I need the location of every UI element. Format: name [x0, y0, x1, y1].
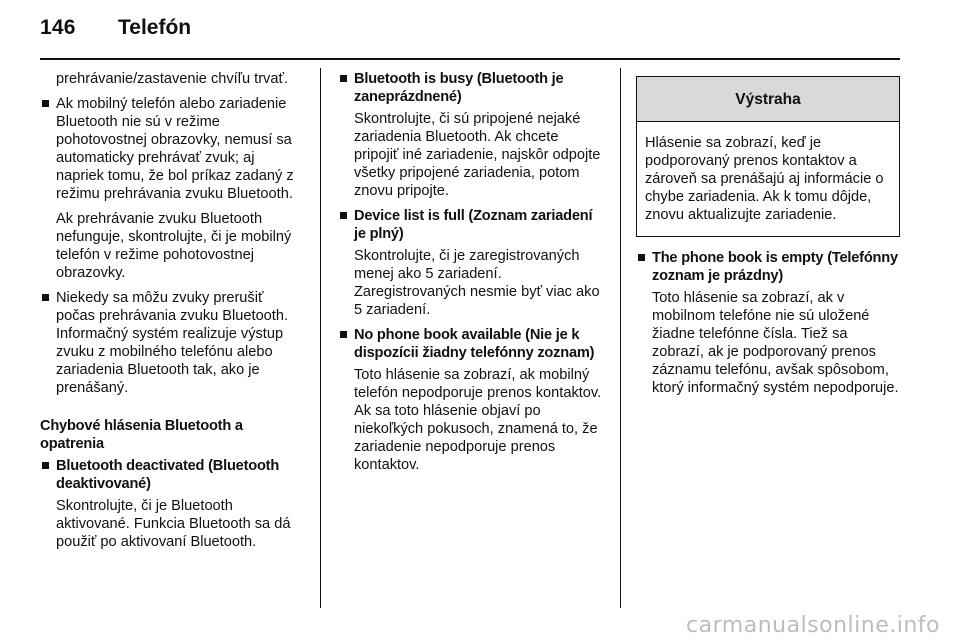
- message-title: [40, 457, 306, 493]
- warning-text: Hlásenie sa zobrazí, keď je podporovaný prenos kontaktov a zároveň sa prenášajú aj informácie o chybe zariadenia. Ak k tomu dôjde, znovu aktualizujte zariadenie.: [645, 135, 884, 223]
- message-description: Skontrolujte, či je Bluetooth aktivované. Funkcia Bluetooth sa dá použiť po aktivovaní Bluetooth.: [56, 498, 291, 550]
- bullet-text: Niekedy sa môžu zvuky prerušiť počas prehrávania zvuku Bluetooth. Informačný systém realizuje výstup zvuku z mobilného telefónu alebo zariadenia Bluetooth tak, ako je prenášaný.: [56, 290, 289, 396]
- message-title-text: Device list is full (Zoznam zariadení je plný): [354, 208, 593, 242]
- bullet-square-icon: [42, 294, 49, 301]
- page-number: 146: [40, 16, 76, 39]
- message-title: [338, 326, 606, 362]
- message-description: Toto hlásenie sa zobrazí, ak v mobilnom telefóne nie sú uložené žiadne telefónne čísla. Tiež sa zobrazí, ak je podporovaný prenos záznamu telefónu, avšak spôsobom, ktorý informačný systém nepodporuje.: [652, 290, 899, 396]
- warning-title: Výstraha: [637, 77, 899, 122]
- message-title: [338, 207, 606, 243]
- message-title: [636, 249, 900, 285]
- bullet-square-icon: [42, 462, 49, 469]
- chapter-title: Telefón: [118, 16, 192, 39]
- message-title-text: The phone book is empty (Telefónny zoznam je prázdny): [652, 250, 898, 284]
- list-item: [40, 95, 306, 203]
- message-title-text: No phone book available (Nie je k dispozícii žiadny telefónny zoznam): [354, 327, 595, 361]
- bullet-square-icon: [638, 254, 645, 261]
- continued-text: prehrávanie/zastavenie chvíľu trvať.: [56, 71, 288, 87]
- message-title: [338, 70, 606, 106]
- right-column: [636, 74, 900, 404]
- message-description: Skontrolujte, či je zaregistrovaných menej ako 5 zariadení. Zaregistrovaných nesmie byť viac ako 5 zariadení.: [354, 248, 600, 318]
- message-title-text: Bluetooth is busy (Bluetooth je zaneprázdnené): [354, 71, 564, 105]
- page-header: [40, 16, 920, 52]
- section-heading: Chybové hlásenia Bluetooth a opatrenia: [40, 418, 243, 452]
- bullet-square-icon: [340, 75, 347, 82]
- left-column: [40, 70, 306, 558]
- column-divider-right: [620, 68, 621, 608]
- message-description: Skontrolujte, či sú pripojené nejaké zariadenia Bluetooth. Ak chcete pripojiť iné zariadenie, najskôr odpojte všetky pripojené zariadenia, potom znovu pripojte.: [354, 111, 601, 199]
- list-item: [40, 289, 306, 397]
- bullet-square-icon: [340, 212, 347, 219]
- message-description: Toto hlásenie sa zobrazí, ak mobilný telefón nepodporuje prenos kontaktov. Ak sa toto hlásenie objaví po niekoľkých pokusoch, znamená to, že zariadenie nepodporuje prenos kontaktov.: [354, 367, 602, 473]
- bullet-square-icon: [340, 331, 347, 338]
- watermark-text: carmanualsonline.info: [686, 613, 940, 638]
- message-title-text: Bluetooth deactivated (Bluetooth deaktivované): [56, 458, 280, 492]
- column-divider-left: [320, 68, 321, 608]
- bullet-text: Ak mobilný telefón alebo zariadenie Bluetooth nie sú v režime pohotovostnej obrazovky, nemusí sa automaticky prehrávať zvuk; aj napriek tomu, že bol príkaz zadaný z režimu prehrávania zvuku Bluetooth.: [56, 96, 294, 202]
- bullet-note: Ak prehrávanie zvuku Bluetooth nefunguje, skontrolujte, či je mobilný telefón v režime pohotovostnej obrazovky.: [56, 211, 292, 281]
- middle-column: [338, 70, 606, 481]
- bullet-square-icon: [42, 100, 49, 107]
- warning-box: [636, 76, 900, 237]
- header-divider: [40, 58, 900, 60]
